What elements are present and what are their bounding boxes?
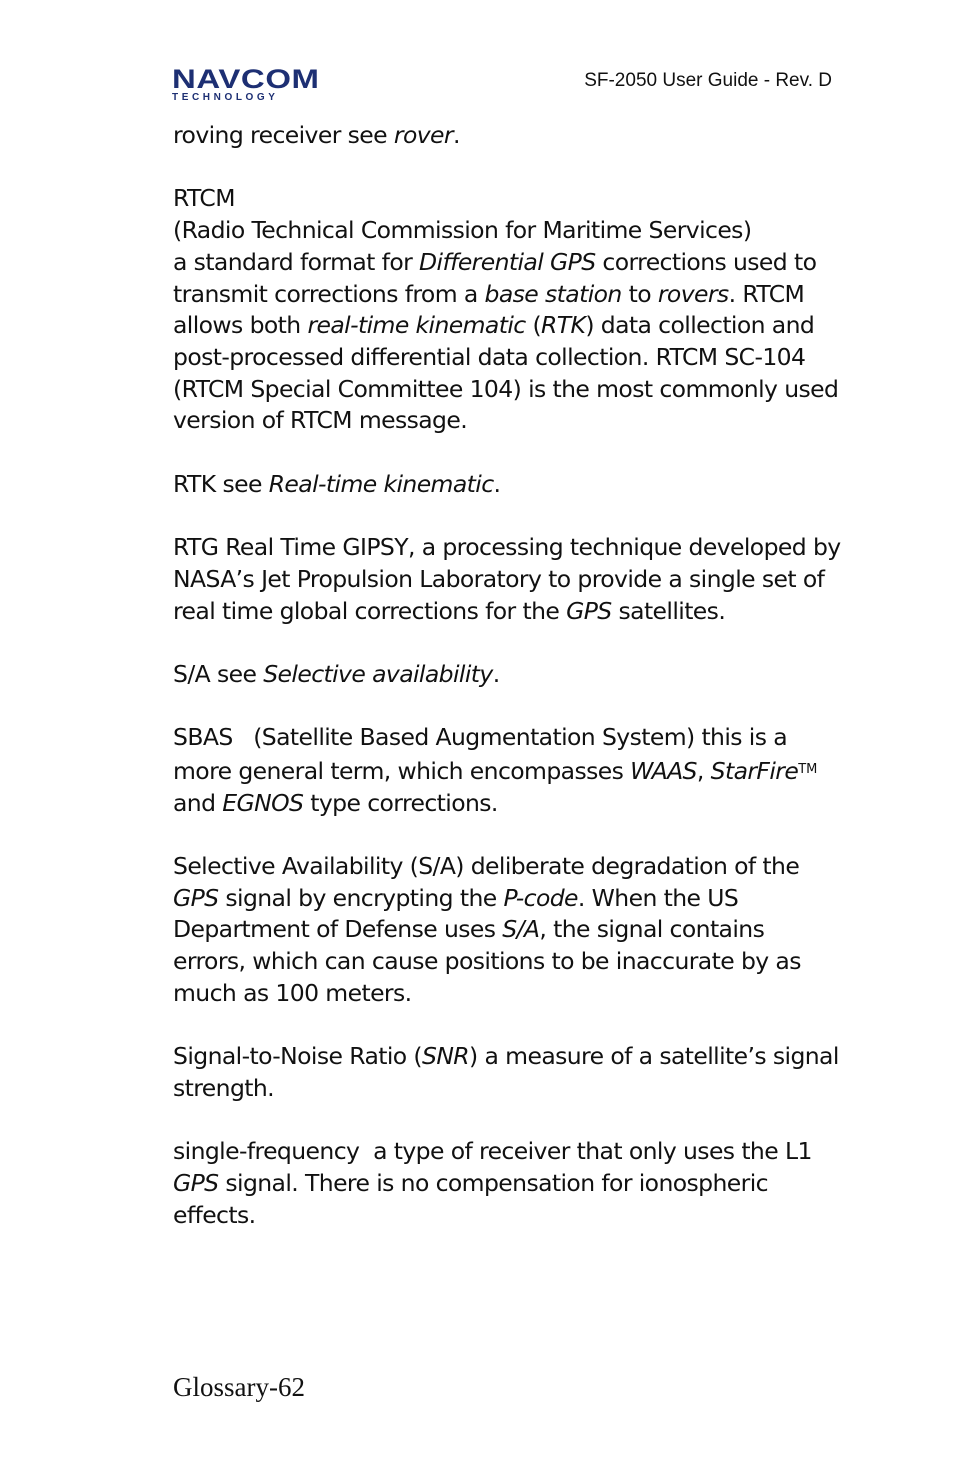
entry-snr: Signal-to-Noise Ratio (SNR) a measure of a satellite’s signal strength.	[173, 1042, 839, 1102]
term: S/A	[173, 659, 211, 688]
cross-reference: rover	[393, 121, 453, 149]
trademark-mark: TM	[798, 761, 818, 777]
entry-sa: S/A see Selective availability.	[173, 659, 500, 688]
page-number: Glossary-62	[173, 1372, 305, 1402]
term: RTG	[173, 533, 219, 562]
entry-rtg: RTG Real Time GIPSY, a processing technique developed by NASA’s Jet Propulsion Laboratory to provide a single set of real time global corrections for the GPS satellites.	[173, 533, 841, 625]
entry-rtk: RTK see Real-time kinematic.	[173, 469, 501, 498]
term: RTCM	[173, 184, 235, 213]
cross-reference: Selective availability	[263, 659, 493, 688]
term: SBAS (Satellite Based Augmentation System)	[173, 723, 695, 752]
navcom-logo	[172, 64, 356, 103]
entry-selective-availability: Selective Availability (S/A) deliberate degradation of the GPS signal by encrypting the P-code. When the US Department of Defense uses S/A, the signal contains errors, which can cause positions to be inaccurate by as much as 100 meters.	[173, 852, 801, 1007]
term: Selective Availability (S/A)	[173, 852, 464, 881]
glossary-content	[173, 120, 841, 1263]
term: RTK	[173, 469, 216, 498]
entry-roving-receiver: roving receiver see rover.	[173, 121, 460, 149]
term: roving receiver	[173, 121, 341, 149]
term-expansion: (Radio Technical Commission for Maritime Services)	[173, 216, 752, 245]
logo-wordmark: NAVCOM	[172, 64, 320, 94]
cross-reference: Real-time kinematic	[268, 469, 494, 498]
entry-sbas: SBAS (Satellite Based Augmentation System) this is a more general term, which encompasses WAAS, StarFire™ and EGNOS type corrections.	[173, 723, 818, 817]
term: single-frequency	[173, 1137, 360, 1166]
term: Signal-to-Noise Ratio (	[173, 1042, 423, 1071]
entry-single-frequency: single-frequency a type of receiver that only uses the L1 GPS signal. There is no compensation for ionospheric effects.	[173, 1137, 819, 1229]
entry-rtcm: RTCM (Radio Technical Commission for Maritime Services) a standard format for Differential GPS corrections used to transmit corrections from a base station to rovers. RTCM allows both real-time kinematic (RTK) data collection and post-processed differential data collection. RTCM SC-104 (RTCM Special Committee 104) is the most commonly used version of RTCM message.	[173, 184, 839, 435]
document-title: SF-2050 User Guide - Rev. D	[584, 70, 832, 91]
logo-subtitle: TECHNOLOGY	[172, 92, 279, 103]
